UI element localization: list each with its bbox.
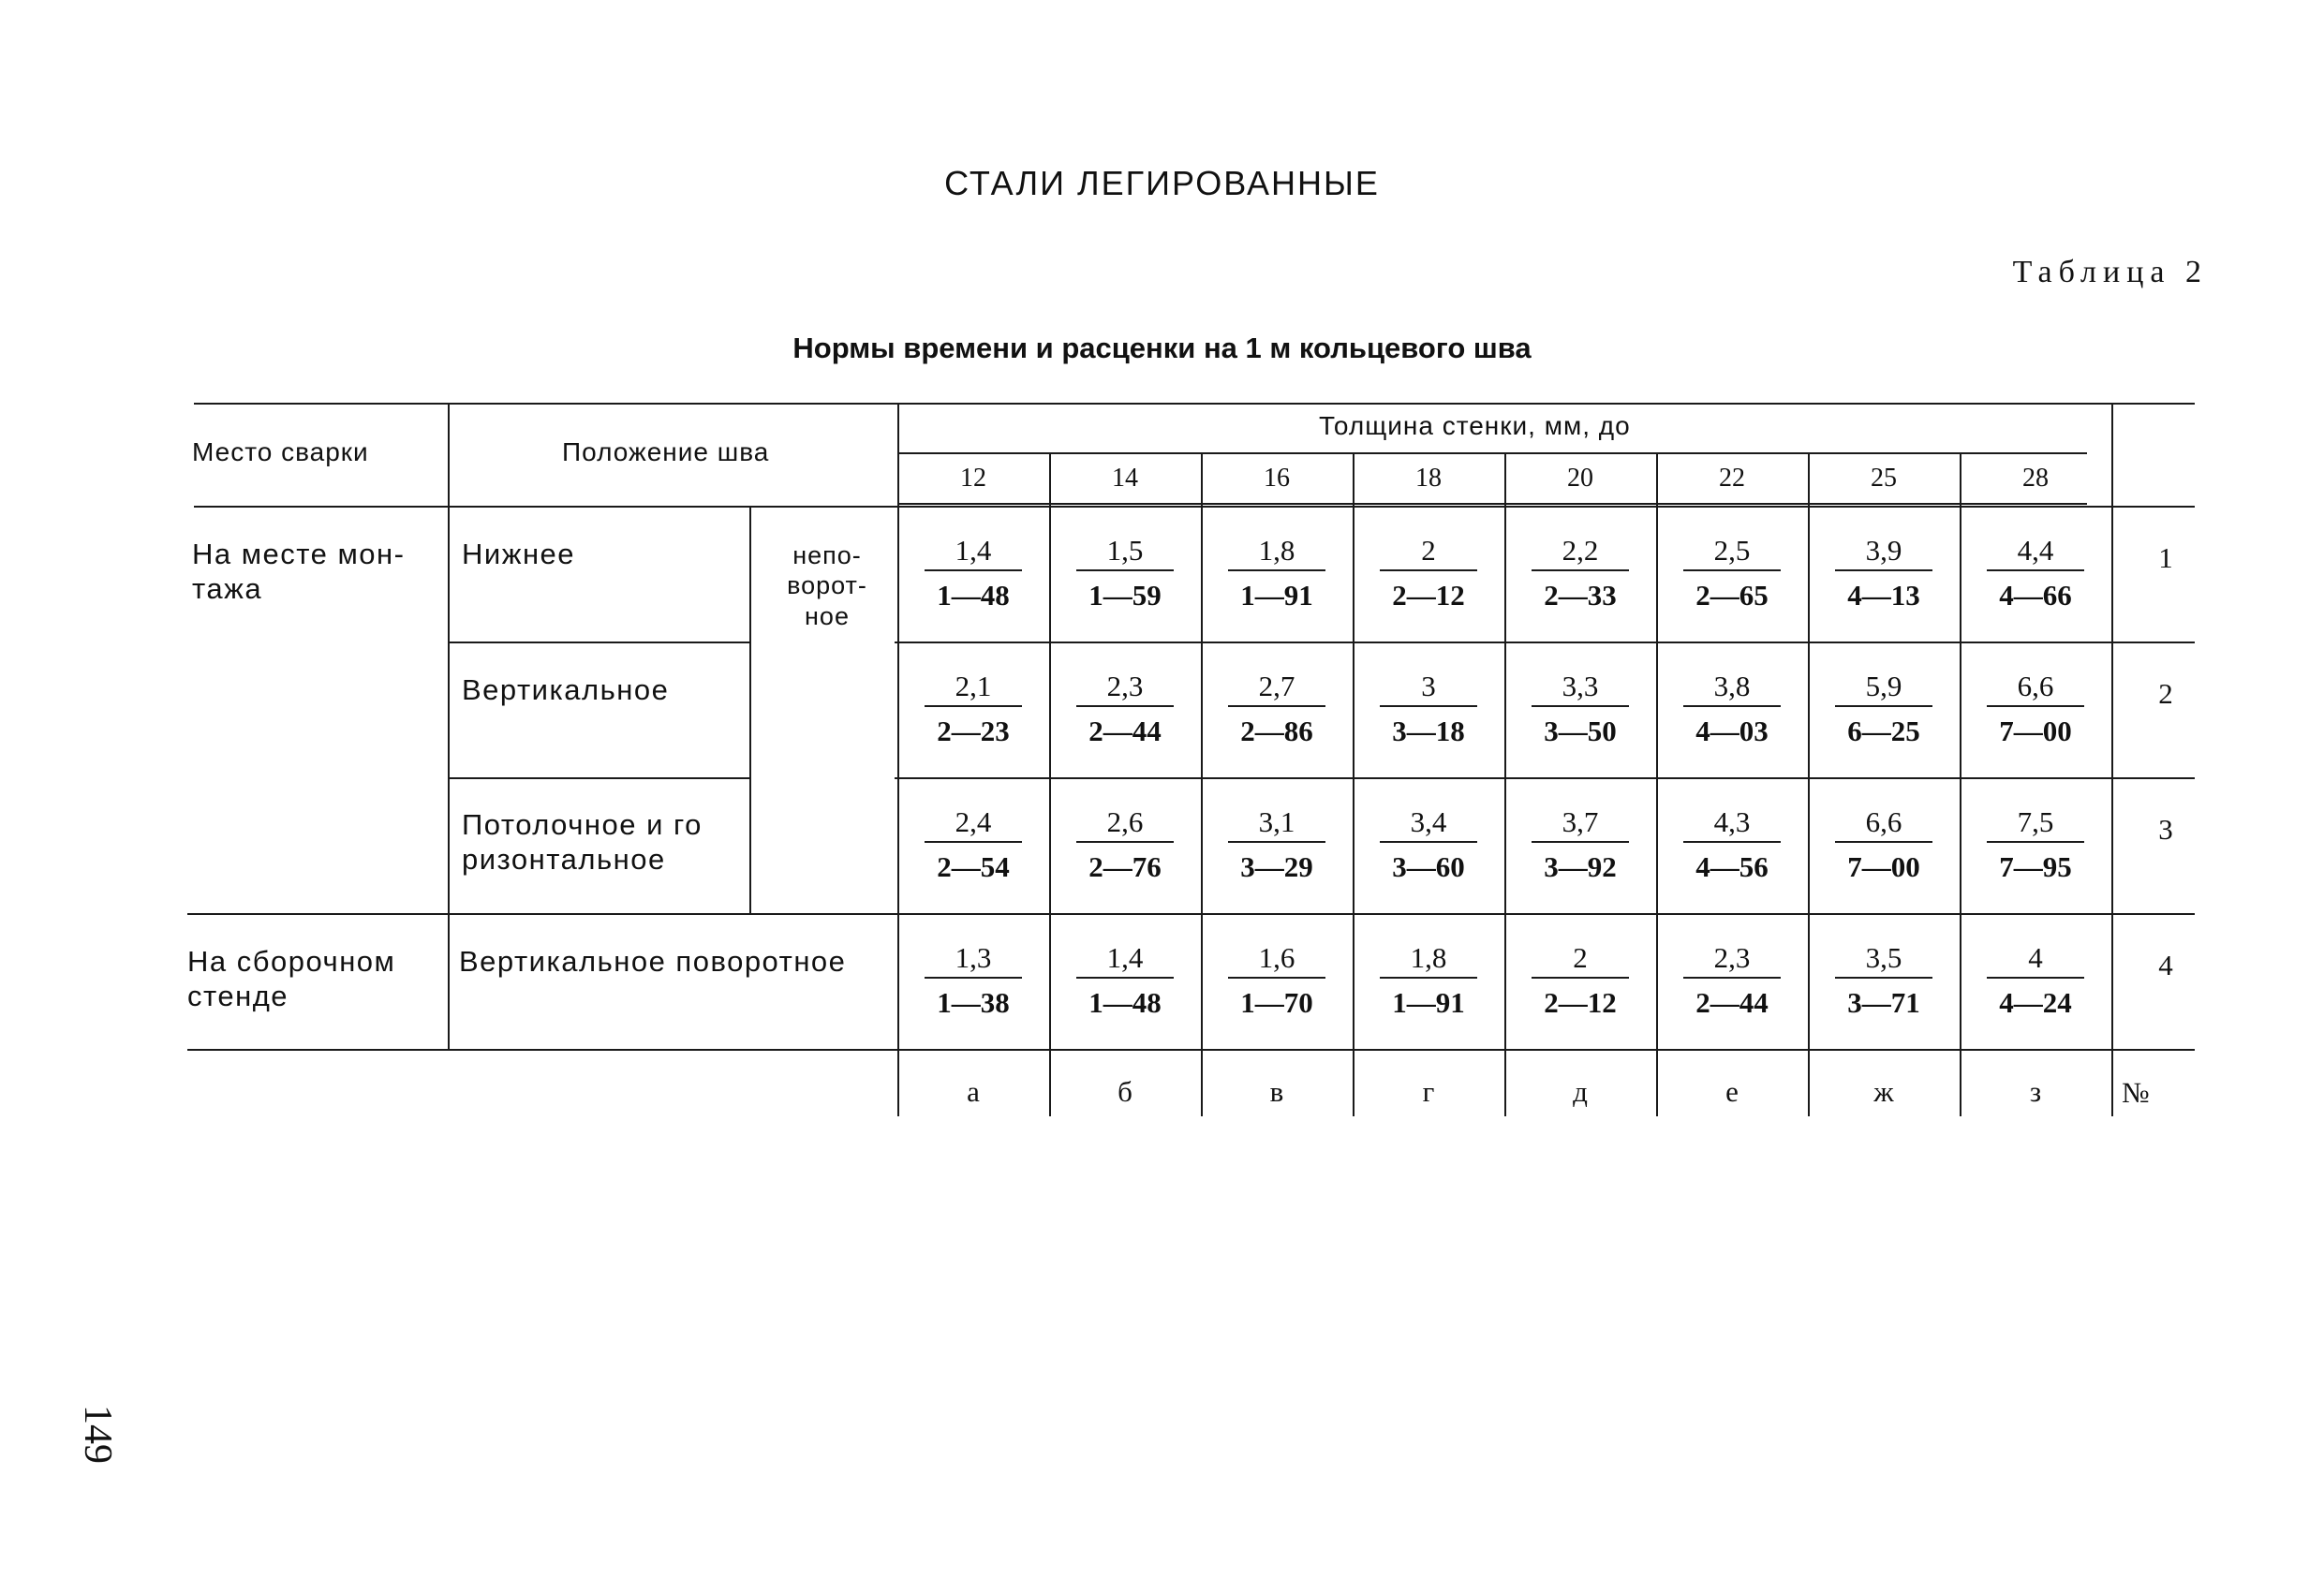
- table-bottom-rule: [187, 1049, 2195, 1051]
- row-position-bottom: Нижнее: [462, 538, 576, 570]
- price-rate: 3—29: [1240, 849, 1313, 883]
- price-rate: 4—66: [1999, 578, 2072, 612]
- column-letter: г: [1422, 1075, 1435, 1108]
- norm-cell: [1987, 670, 2084, 747]
- time-norm: 1,4: [925, 534, 1022, 571]
- thickness-column-rule: [1201, 452, 1203, 1116]
- time-norm: 2,7: [1228, 670, 1325, 707]
- price-rate: 1—70: [1240, 985, 1313, 1019]
- header-position: Положение шва: [562, 437, 770, 466]
- table-top-rule: [194, 403, 2195, 405]
- table-caption: Нормы времени и расценки на 1 м кольцевого шва: [792, 332, 1532, 364]
- price-rate: 7—00: [1847, 849, 1920, 883]
- price-rate: 2—23: [937, 714, 1010, 747]
- price-rate: 2—33: [1544, 578, 1617, 612]
- norm-cell: [1987, 805, 2084, 883]
- thickness-28: 28: [2022, 464, 2049, 493]
- group-note-fixed: непо- ворот- ное: [787, 541, 867, 630]
- time-norm: 2,3: [1076, 670, 1174, 707]
- norm-cell: [1835, 670, 1932, 747]
- norm-cell: [1228, 805, 1325, 883]
- price-rate: 4—13: [1847, 578, 1920, 612]
- norm-cell: [1228, 670, 1325, 747]
- price-rate: 4—24: [1999, 985, 2072, 1019]
- time-norm: 3,1: [1228, 805, 1325, 843]
- group-label-assembly-stand: На сборочном стенде: [187, 945, 396, 1013]
- column-letter: д: [1573, 1075, 1588, 1108]
- row-position-ceiling-horizontal: Потолочное и го ризонтальное: [462, 808, 703, 877]
- row-divider-1-right: [895, 642, 2195, 643]
- time-norm: 4: [1987, 941, 2084, 979]
- number-column-label: №: [2122, 1076, 2150, 1109]
- norm-cell: [925, 941, 1022, 1019]
- norm-cell: [1683, 941, 1781, 1019]
- price-rate: 1—59: [1088, 578, 1162, 612]
- price-rate: 1—48: [937, 578, 1010, 612]
- time-norm: 2,1: [925, 670, 1022, 707]
- thickness-column-rule: [1656, 452, 1658, 1116]
- norm-cell: [1228, 534, 1325, 612]
- header-place: Место сварки: [192, 437, 369, 466]
- row-number: 3: [2158, 813, 2173, 846]
- time-norm: 1,6: [1228, 941, 1325, 979]
- norm-cell: [1532, 941, 1629, 1019]
- time-norm: 3,8: [1683, 670, 1781, 707]
- row-position-vertical: Вертикальное: [462, 673, 670, 706]
- price-rate: 1—91: [1392, 985, 1465, 1019]
- time-norm: 6,6: [1835, 805, 1932, 843]
- norm-cell: [925, 670, 1022, 747]
- norm-cell: [1532, 534, 1629, 612]
- norm-cell: [925, 534, 1022, 612]
- time-norm: 2,6: [1076, 805, 1174, 843]
- norm-cell: [1076, 534, 1174, 612]
- price-rate: 2—44: [1088, 714, 1162, 747]
- column-letter: ж: [1873, 1075, 1894, 1108]
- thickness-column-rule: [1808, 452, 1810, 1116]
- time-norm: 2,3: [1683, 941, 1781, 979]
- price-rate: 4—03: [1695, 714, 1769, 747]
- price-rate: 2—44: [1695, 985, 1769, 1019]
- norm-cell: [1076, 805, 1174, 883]
- norm-cell: [1835, 534, 1932, 612]
- time-norm: 3,3: [1532, 670, 1629, 707]
- norm-cell: [1683, 805, 1781, 883]
- note-column-rule: [749, 506, 751, 913]
- price-rate: 7—95: [1999, 849, 2072, 883]
- norm-cell: [1380, 805, 1477, 883]
- column-letter: е: [1725, 1075, 1739, 1108]
- thickness-12: 12: [960, 464, 986, 493]
- norm-cell: [1683, 534, 1781, 612]
- price-rate: 3—18: [1392, 714, 1465, 747]
- norm-cell: [1532, 805, 1629, 883]
- price-rate: 2—12: [1392, 578, 1465, 612]
- column-letter: б: [1118, 1075, 1132, 1108]
- time-norm: 4,3: [1683, 805, 1781, 843]
- column-letter: в: [1269, 1075, 1284, 1108]
- price-rate: 4—56: [1695, 849, 1769, 883]
- price-rate: 3—60: [1392, 849, 1465, 883]
- price-rate: 1—38: [937, 985, 1010, 1019]
- time-norm: 3,7: [1532, 805, 1629, 843]
- time-norm: 7,5: [1987, 805, 2084, 843]
- norm-cell: [1076, 670, 1174, 747]
- time-norm: 1,3: [925, 941, 1022, 979]
- price-rate: 3—71: [1847, 985, 1920, 1019]
- time-norm: 1,8: [1228, 534, 1325, 571]
- norm-cell: [1380, 534, 1477, 612]
- thickness-25: 25: [1871, 464, 1897, 493]
- header-bottom-rule: [194, 506, 2195, 508]
- page-number: 149: [76, 1405, 119, 1464]
- norm-cell: [1835, 805, 1932, 883]
- place-column-rule: [448, 403, 450, 1051]
- time-norm: 2,4: [925, 805, 1022, 843]
- time-norm: 1,5: [1076, 534, 1174, 571]
- column-letter: а: [967, 1075, 980, 1108]
- time-norm: 2: [1380, 534, 1477, 571]
- norm-cell: [1076, 941, 1174, 1019]
- thickness-20: 20: [1567, 464, 1593, 493]
- time-norm: 2: [1532, 941, 1629, 979]
- price-rate: 3—50: [1544, 714, 1617, 747]
- time-norm: 3,9: [1835, 534, 1932, 571]
- thickness-column-rule: [1049, 452, 1051, 1116]
- time-norm: 5,9: [1835, 670, 1932, 707]
- time-norm: 1,8: [1380, 941, 1477, 979]
- group-label-installation: На месте мон- тажа: [192, 538, 406, 606]
- price-rate: 2—65: [1695, 578, 1769, 612]
- row-number: 1: [2158, 541, 2173, 574]
- time-norm: 2,5: [1683, 534, 1781, 571]
- price-rate: 7—00: [1999, 714, 2072, 747]
- price-rate: 6—25: [1847, 714, 1920, 747]
- row-number: 4: [2158, 949, 2173, 981]
- position-column-rule: [897, 403, 899, 1116]
- thickness-14: 14: [1112, 464, 1138, 493]
- norm-cell: [1380, 670, 1477, 747]
- table-label: Таблица 2: [2012, 255, 2208, 289]
- norm-cell: [1987, 941, 2084, 1019]
- price-rate: 1—48: [1088, 985, 1162, 1019]
- price-rate: 3—92: [1544, 849, 1617, 883]
- thickness-column-rule: [1353, 452, 1354, 1116]
- norm-cell: [1228, 941, 1325, 1019]
- price-rate: 2—86: [1240, 714, 1313, 747]
- norm-cell: [1987, 534, 2084, 612]
- row-divider-1-left: [448, 642, 749, 643]
- time-norm: 6,6: [1987, 670, 2084, 707]
- row-divider-2-right: [895, 777, 2195, 779]
- norm-cell: [1380, 941, 1477, 1019]
- time-norm: 4,4: [1987, 534, 2084, 571]
- price-rate: 1—91: [1240, 578, 1313, 612]
- time-norm: 3,5: [1835, 941, 1932, 979]
- header-thickness: Толщина стенки, мм, до: [1319, 411, 1631, 440]
- norm-cell: [1835, 941, 1932, 1019]
- price-rate: 2—12: [1544, 985, 1617, 1019]
- norm-cell: [1683, 670, 1781, 747]
- time-norm: 3: [1380, 670, 1477, 707]
- norm-cell: [1532, 670, 1629, 747]
- column-letter: з: [2029, 1075, 2042, 1108]
- time-norm: 1,4: [1076, 941, 1174, 979]
- thickness-16: 16: [1264, 464, 1290, 493]
- number-column-rule: [2111, 403, 2113, 1116]
- group-divider-rule: [187, 913, 2195, 915]
- row-position-vertical-rotary: Вертикальное поворотное: [459, 945, 847, 978]
- price-rate: 2—54: [937, 849, 1010, 883]
- time-norm: 3,4: [1380, 805, 1477, 843]
- thickness-column-rule: [1504, 452, 1506, 1116]
- thickness-column-rule: [1960, 452, 1961, 1116]
- thickness-18: 18: [1415, 464, 1442, 493]
- row-divider-2-left: [448, 777, 749, 779]
- section-title: СТАЛИ ЛЕГИРОВАННЫЕ: [944, 164, 1380, 202]
- subheader-rule: [899, 503, 2087, 505]
- price-rate: 2—76: [1088, 849, 1162, 883]
- thickness-header-rule: [899, 452, 2087, 454]
- row-number: 2: [2158, 677, 2173, 710]
- norm-cell: [925, 805, 1022, 883]
- thickness-22: 22: [1719, 464, 1745, 493]
- time-norm: 2,2: [1532, 534, 1629, 571]
